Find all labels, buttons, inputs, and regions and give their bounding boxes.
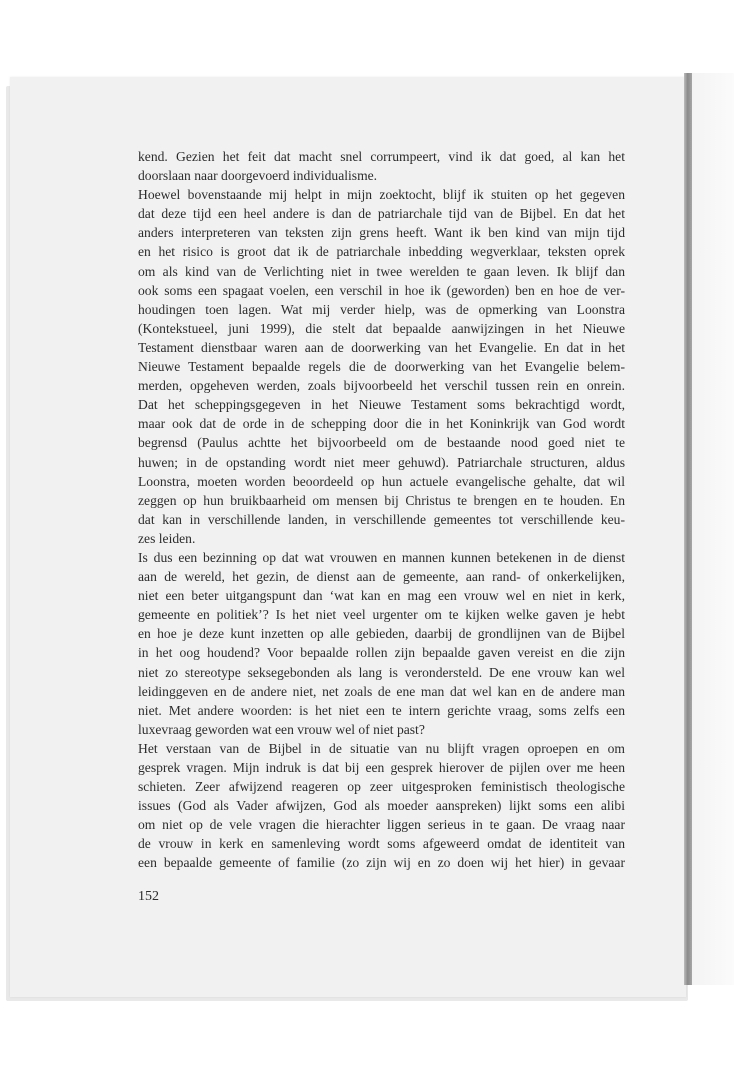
text-line: zeggen op hun bruikbaarheid om mensen bij Christus te brengen en te houden. En: [138, 492, 625, 508]
text-line: issues (God als Vader afwijzen, God als moeder aanspreken) lijkt soms een alibi: [138, 798, 625, 814]
text-line: zes leiden.: [138, 530, 196, 546]
text-line: om als kind van de Verlichting niet in twee werelden te gaan leven. Ik blijf dan: [138, 263, 625, 279]
text-line: om niet op de vele vragen die hierachter liggen serieus in te gaan. De vraag naar: [138, 817, 625, 833]
text-line: Is dus een bezinning op dat wat vrouwen en mannen kunnen betekenen in de dienst: [138, 549, 625, 565]
text-line: de vrouw in kerk en samenleving wordt soms afgeweerd omdat de identiteit van: [138, 836, 625, 852]
text-line: kend. Gezien het feit dat macht snel corrumpeert, vind ik dat goed, al kan het: [138, 149, 625, 164]
book-spine: [684, 73, 692, 985]
text-line: een bepaalde gemeente of familie (zo zijn wij en zo doen wij het hier) in gevaar: [138, 855, 625, 871]
text-line: in het oog houdend? Voor bepaalde rollen zijn bepaalde gaven vereist en die zijn: [138, 645, 625, 661]
text-line: doorslaan naar doorgevoerd individualisme.: [138, 168, 378, 184]
text-line: begrensd (Paulus achtte het bijvoorbeeld om de bestaande nood goed niet te: [138, 435, 625, 451]
text-line: Het verstaan van de Bijbel in de situatie van nu blijft vragen oproepen en om: [138, 740, 625, 756]
text-line: maar ook dat de orde in de schepping door die in het Koninkrijk van God wordt: [138, 416, 625, 432]
text-line: Nieuwe Testament bepaalde regels die de doorwerking van het Evangelie belem-: [138, 359, 625, 375]
text-line: gemeente en politiek’? Is het niet veel urgenter om te kijken welke gaven je hebt: [138, 607, 625, 623]
text-line: houdingen toen lagen. Wat mij verder hielp, was de opmerking van Loonstra: [138, 301, 625, 317]
text-line: aan de wereld, het gezin, de dienst aan de gemeente, aan rand- of onkerkelijken,: [138, 569, 625, 585]
text-line: Hoewel bovenstaande mij helpt in mijn zoektocht, blijf ik stuiten op het gegeven: [138, 187, 625, 203]
text-line: luxevraag geworden wat een vrouw wel of niet past?: [138, 721, 425, 737]
text-line: Dat het scheppingsgegeven in het Nieuwe Testament soms bekrachtigd wordt,: [138, 397, 625, 413]
text-line: merden, opgeheven werden, zoals bijvoorbeeld het verschil tussen rein en onrein.: [138, 378, 625, 394]
text-line: gesprek vragen. Mijn indruk is dat bij een gesprek hierover de pijlen over me heen: [138, 760, 625, 775]
text-line: niet zo stereotype seksegebonden als lang is verondersteld. De ene vrouw kan wel: [138, 664, 625, 680]
text-line: dat kan in verschillende landen, in verschillende gemeentes tot verschillende keu-: [138, 511, 625, 527]
text-line: en hoe je deze kunt inzetten op alle gebieden, daarbij de grondlijnen van de Bijbel: [138, 626, 625, 642]
text-line: en het risico is groot dat ik de patriarchale inbedding wegverklaar, teksten oprek: [138, 244, 625, 260]
text-line: Loonstra, moeten worden beoordeeld op hun actuele evangelische gehalte, dat wil: [138, 473, 625, 489]
text-line: niet. Met andere woorden: is het niet een te intern gerichte vraag, soms zelfs een: [138, 702, 625, 718]
text-line: Testament dienstbaar waren aan de doorwerking van het Evangelie. En dat in het: [138, 339, 625, 355]
text-line: dat deze tijd een heel andere is dan de patriarchale tijd van de Bijbel. En dat het: [138, 206, 625, 222]
body-text: [138, 147, 625, 873]
text-line: niet een beter uitgangspunt dan ‘wat kan en mag een vrouw wel en niet in kerk,: [138, 588, 625, 604]
page-edge: [692, 73, 734, 985]
text-line: (Kontekstueel, juni 1999), die stelt dat bepaalde aanwijzingen in het Nieuwe: [138, 320, 625, 336]
page-number: 152: [138, 889, 159, 904]
text-line: ook soms een spagaat voelen, een verschil in hoe ik (geworden) ben en hoe de ver-: [138, 282, 625, 298]
text-line: huwen; in de opstanding wordt niet meer gehuwd). Patriarchale structuren, aldus: [138, 454, 625, 470]
text-line: schieten. Zeer afwijzend reageren op zeer uitgesproken feministisch theologische: [138, 779, 625, 795]
text-line: leidinggeven en de andere niet, net zoals de ene man dat wel kan en de andere man: [138, 683, 625, 699]
text-line: anders interpreteren van teksten zijn grens heeft. Want ik ben kind van mijn tijd: [138, 225, 625, 241]
